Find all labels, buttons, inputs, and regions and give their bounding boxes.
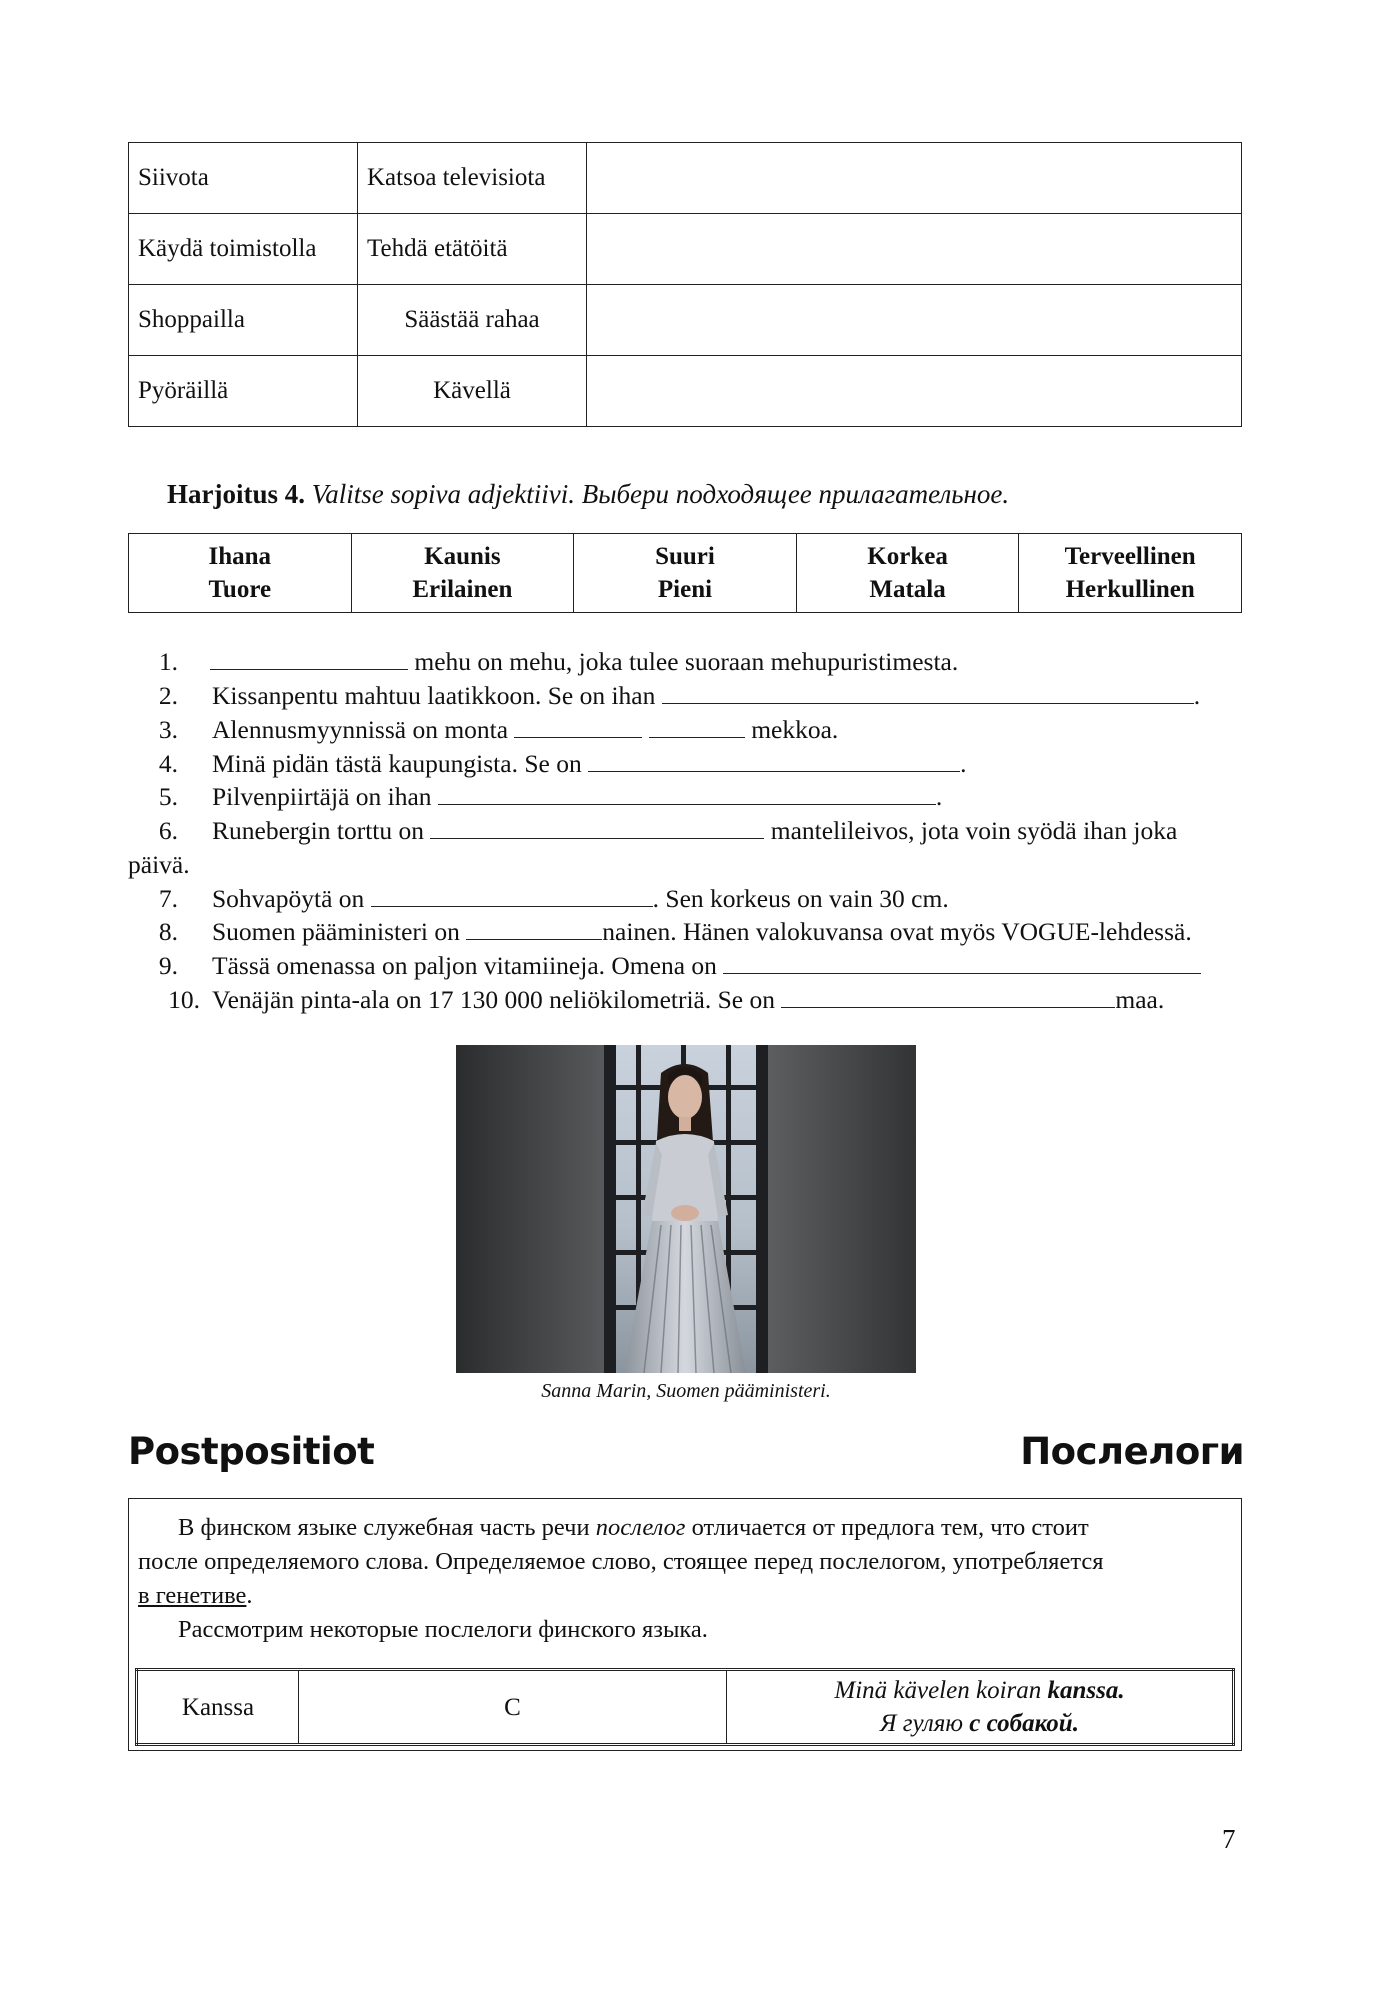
adjective-cell (574, 534, 797, 613)
table-cell: Pyöräillä (129, 356, 358, 427)
sentence-text: Suomen pääministeri on (212, 917, 460, 946)
grammar-term: послелог (595, 1514, 686, 1541)
example-text: Я гуляю (880, 1710, 964, 1737)
translation-cell: С (299, 1670, 727, 1745)
adjective: Matala (869, 576, 946, 603)
table-row (129, 534, 1242, 613)
table-cell: Käydä toimistolla (129, 214, 358, 285)
answer-blank[interactable] (210, 645, 408, 670)
table-cell: Säästää rahaa (358, 285, 587, 356)
postposition-cell: Kanssa (137, 1670, 299, 1745)
table-row (129, 356, 1242, 427)
grammar-text-line-2: после определяемого слова. Определяемое слово, стоящее перед послелогом, употребляется (138, 1548, 1104, 1575)
photo-illustration (456, 1045, 916, 1373)
sentence-text: mehu on mehu, joka tulee suoraan mehupuristimesta. (414, 647, 959, 676)
postposition-table (135, 1668, 1235, 1746)
sentence-text: maa. (1115, 985, 1165, 1014)
photo-sanna-marin (456, 1045, 916, 1373)
item-number: 10. (168, 985, 200, 1014)
table-cell: Kävellä (358, 356, 587, 427)
adjective: Kaunis (424, 543, 501, 570)
table-cell-empty (587, 214, 1242, 285)
table-cell: Tehdä etätöitä (358, 214, 587, 285)
sentence-text: mekkoa. (751, 715, 839, 744)
answer-blank[interactable] (662, 679, 1194, 704)
sentence-text: . (935, 782, 943, 811)
photo-caption: Sanna Marin, Suomen pääministeri. (541, 1380, 831, 1402)
sentence-text: Kissanpentu mahtuu laatikkoon. Se on ihan (212, 681, 656, 710)
exercise-instruction-fi: Valitse sopiva adjektiivi. (311, 479, 575, 509)
adjective: Ihana (208, 543, 272, 570)
answer-blank[interactable] (430, 814, 764, 839)
adjective-cell (796, 534, 1019, 613)
example-text: Minä kävelen koiran (834, 1677, 1042, 1704)
answer-blank[interactable] (371, 882, 653, 907)
example-keyword: kanssa. (1047, 1677, 1125, 1704)
adjective-table (128, 533, 1242, 613)
exercise-heading (167, 479, 1009, 510)
sentence-text: Minä pidän tästä kaupungista. Se on (212, 749, 582, 778)
table-row (129, 143, 1242, 214)
grammar-text-line-4: Рассмотрим некоторые послелоги финского языка. (178, 1616, 708, 1643)
item-number: 4. (158, 749, 178, 778)
example-keyword: с собакой. (969, 1710, 1079, 1737)
item-number: 6. (158, 816, 178, 845)
adjective: Pieni (657, 576, 713, 603)
grammar-text: В финском языке служебная часть речи (178, 1514, 590, 1541)
answer-blank[interactable] (438, 780, 936, 805)
grammar-text: отличается от предлога тем, что стоит (691, 1514, 1089, 1541)
sentence-text: Runebergin torttu on (212, 816, 425, 845)
adjective: Tuore (208, 576, 272, 603)
adjective-cell (351, 534, 574, 613)
section-title-ru: Послелоги (1020, 1430, 1244, 1473)
item-number: 9. (158, 951, 178, 980)
item-number: 5. (158, 782, 178, 811)
section-title-fi: Postpositiot (128, 1430, 375, 1473)
item-number: 1. (158, 647, 178, 676)
sentence-text: Alennusmyynnissä on monta (212, 715, 509, 744)
table-cell: Shoppailla (129, 285, 358, 356)
sentence-text: Tässä omenassa on paljon vitamiineja. Omena on (212, 951, 717, 980)
sentence-text: Venäjän pinta-ala on 17 130 000 neliökilometriä. Se on (212, 985, 775, 1014)
table-row (129, 214, 1242, 285)
answer-blank[interactable] (466, 915, 602, 940)
adjective: Korkea (867, 543, 948, 570)
sentence-text: mantelileivos, jota voin syödä ihan joka (770, 816, 1178, 845)
adjective-cell (129, 534, 352, 613)
table-cell-empty (587, 143, 1242, 214)
activity-table (128, 142, 1242, 427)
page-number: 7 (1222, 1824, 1236, 1854)
table-row (137, 1670, 1234, 1745)
adjective: Suuri (655, 543, 715, 570)
item-number: 3. (158, 715, 178, 744)
table-cell: Katsoa televisiota (358, 143, 587, 214)
exercise-item-6-continued: päivä. (128, 850, 190, 879)
answer-blank[interactable] (514, 713, 642, 738)
grammar-text-line-1 (178, 1511, 1089, 1545)
adjective: Erilainen (412, 576, 513, 603)
adjective: Herkullinen (1065, 576, 1195, 603)
item-number: 7. (158, 884, 178, 913)
adjective: Terveellinen (1064, 543, 1196, 570)
genitive-link: в генетиве (138, 1582, 247, 1609)
answer-blank[interactable] (588, 747, 960, 772)
exercise-label: Harjoitus 4. (167, 479, 305, 509)
answer-blank[interactable] (781, 983, 1115, 1008)
sentence-text: . Sen korkeus on vain 30 cm. (652, 884, 949, 913)
answer-blank[interactable] (723, 949, 1201, 974)
item-number: 8. (158, 917, 178, 946)
example-cell (727, 1670, 1234, 1745)
table-cell-empty (587, 356, 1242, 427)
grammar-text: . (246, 1582, 253, 1609)
sentence-text: nainen. Hänen valokuvansa ovat myös VOGUE-lehdessä. (602, 917, 1192, 946)
sentence-text: Pilvenpiirtäjä on ihan (212, 782, 432, 811)
table-row (129, 285, 1242, 356)
sentence-text: . (1193, 681, 1201, 710)
table-cell: Siivota (129, 143, 358, 214)
answer-blank[interactable] (649, 713, 745, 738)
table-cell-empty (587, 285, 1242, 356)
sentence-text: . (960, 749, 967, 778)
adjective-cell (1019, 534, 1242, 613)
grammar-text-line-3 (138, 1579, 253, 1613)
item-number: 2. (158, 681, 178, 710)
sentence-text: Sohvapöytä on (212, 884, 365, 913)
exercise-instruction-ru: Выбери подходящее прилагательное. (581, 479, 1010, 509)
